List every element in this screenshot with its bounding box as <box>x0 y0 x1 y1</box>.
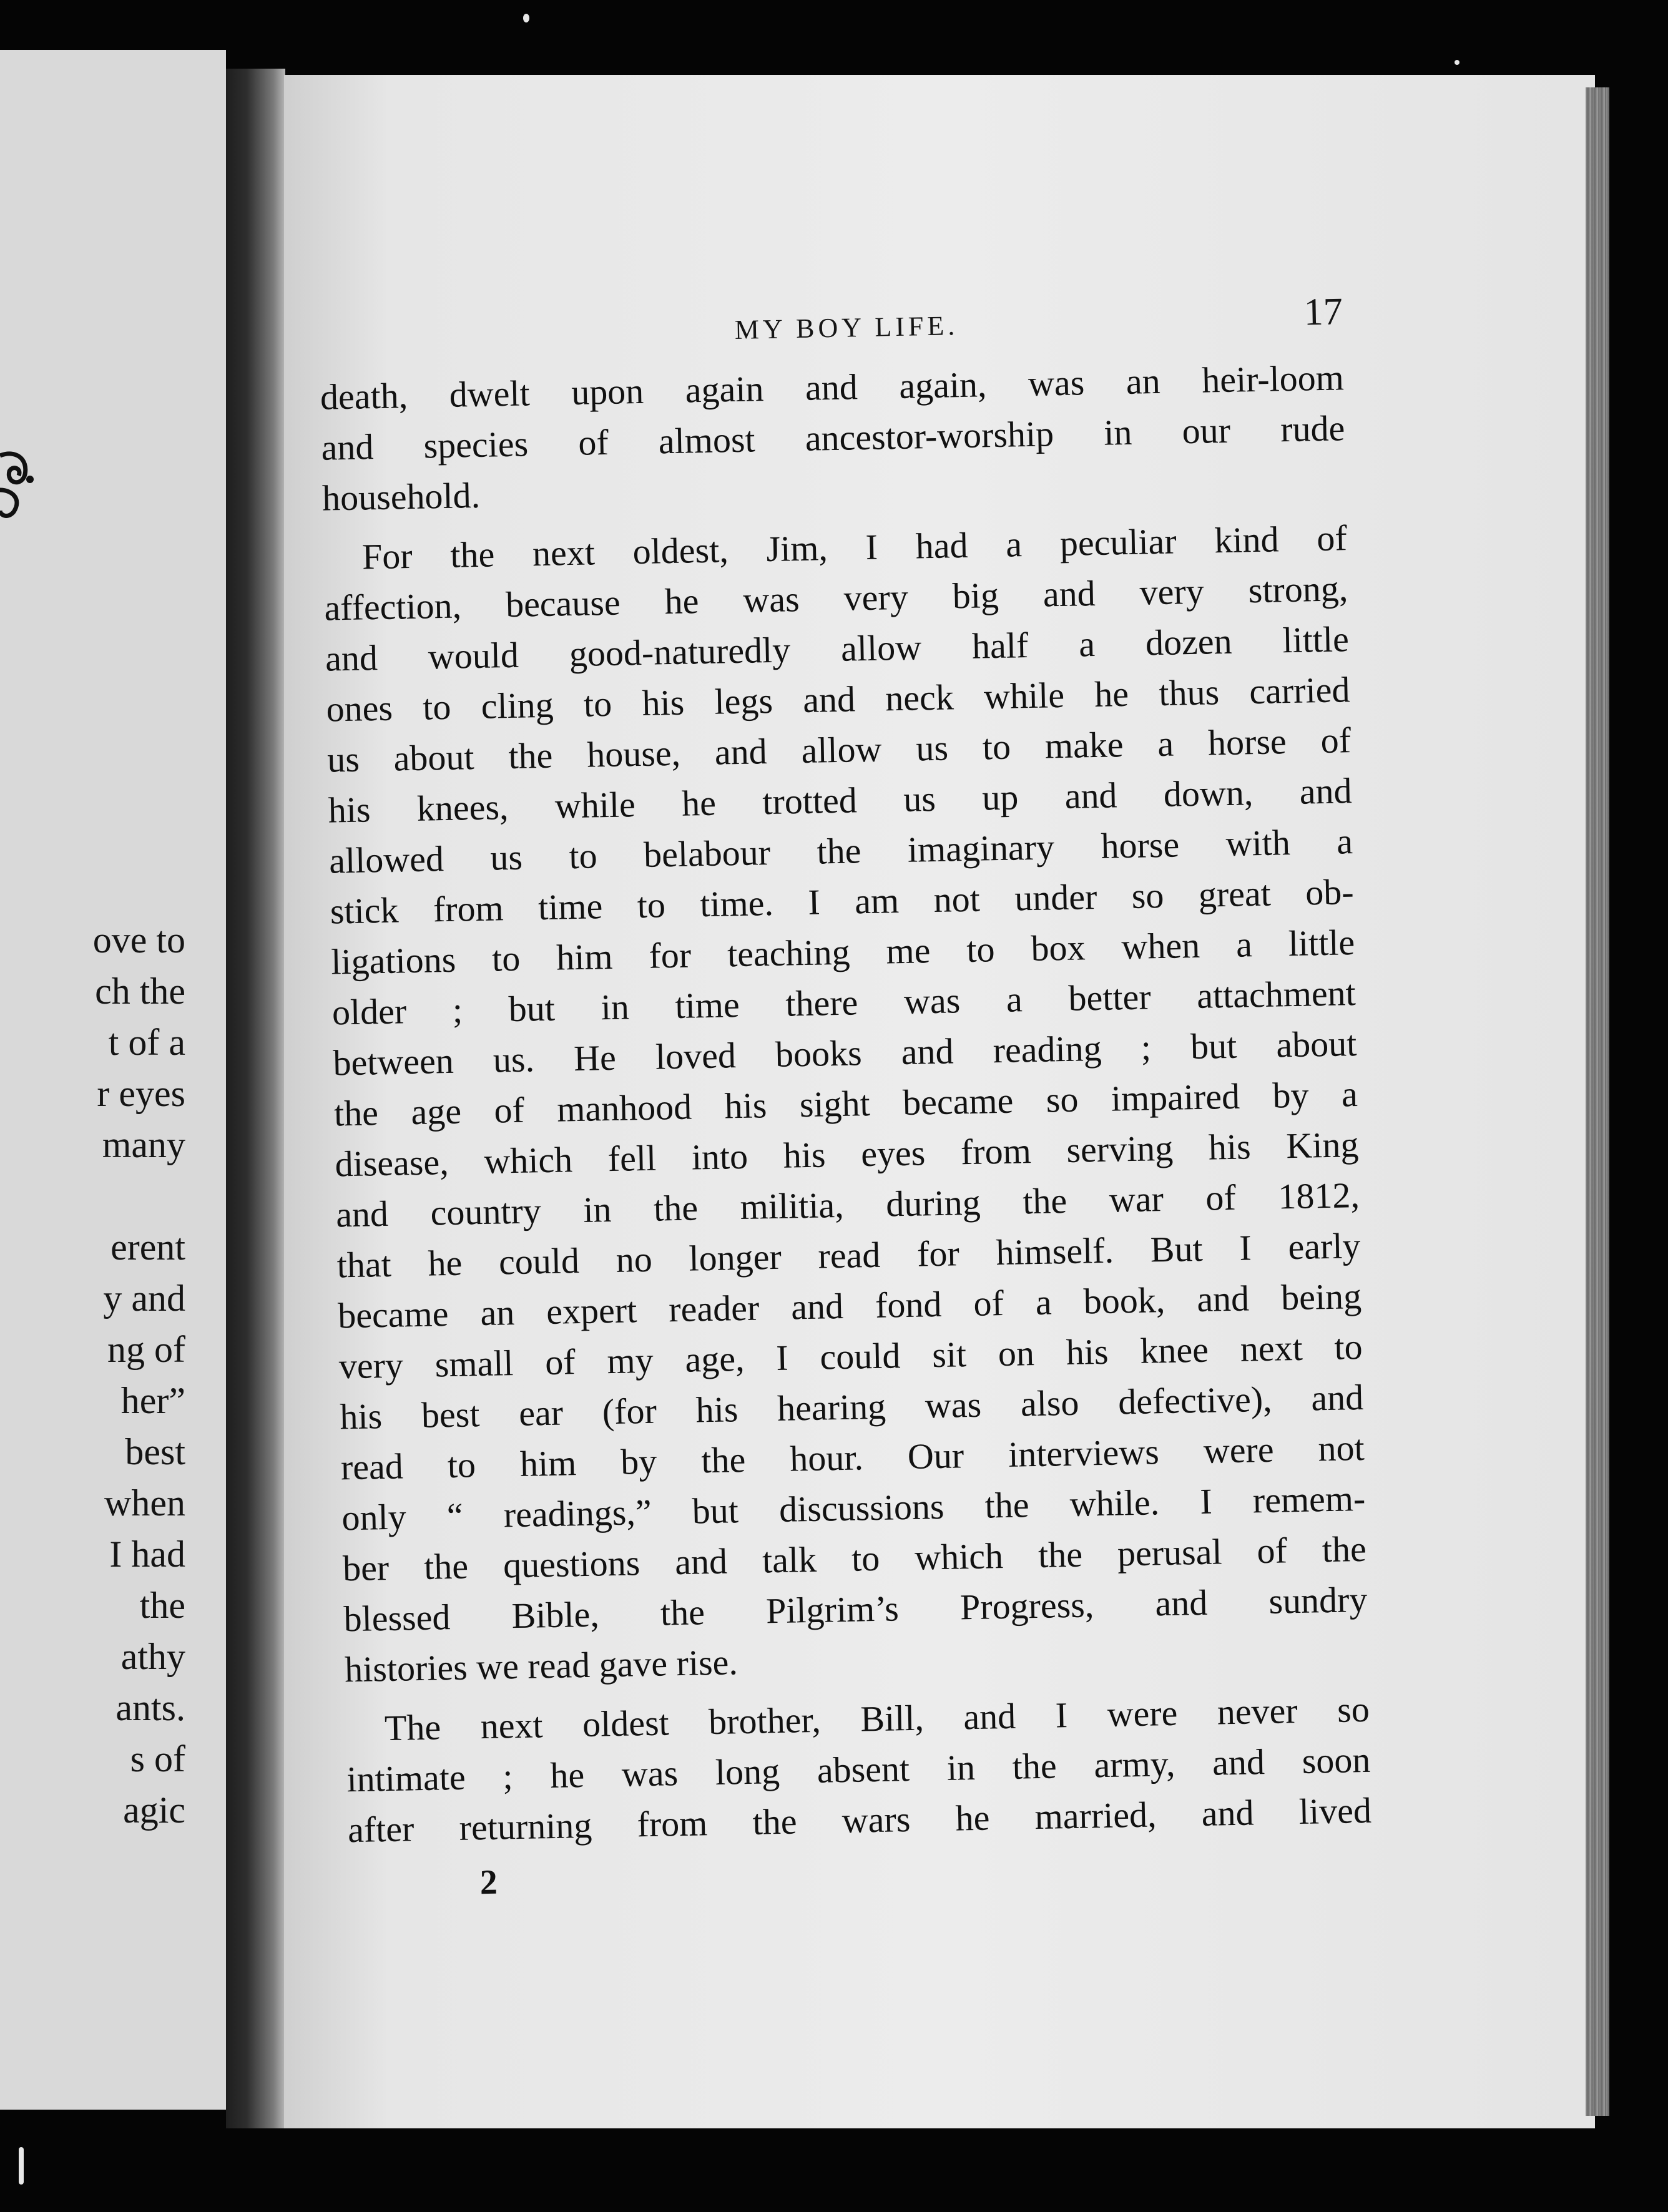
running-title: MY BOY LIFE. <box>734 310 959 345</box>
text-line: his best ear (for his hearing was also defective), and <box>339 1376 1364 1437</box>
scan-speck <box>1455 60 1460 65</box>
text-line: household. <box>321 474 481 519</box>
text-line: intimate ; he was long absent in the army, and soon <box>346 1739 1371 1800</box>
left-page-line: athy <box>120 1636 185 1677</box>
text-line: and would good-naturedly allow half a dozen little <box>325 619 1350 679</box>
text-line: between us. He loved books and reading ; but about <box>332 1023 1357 1084</box>
scan-speck <box>19 2147 24 2185</box>
signature-mark: 2 <box>479 1862 498 1902</box>
text-line: only “ readings,” but discussions the while. I remem- <box>341 1477 1366 1539</box>
left-page-line: ng of <box>107 1329 185 1370</box>
text-line: For the next oldest, Jim, I had a peculiar kind of <box>361 517 1348 577</box>
page-edge <box>1586 87 1609 2116</box>
text-line: histories we read gave rise. <box>344 1642 738 1690</box>
text-line: after returning from the wars he married, and lived <box>347 1789 1372 1851</box>
text-line: allowed us to belabour the imaginary horse with a <box>328 821 1353 881</box>
text-line: very small of my age, I could sit on his knee next to <box>338 1326 1363 1387</box>
text-line: the age of manhood his sight became so impaired by a <box>333 1074 1358 1134</box>
text-line: ligations to him for teaching me to box when a little <box>330 922 1355 982</box>
left-page-line: ove to <box>92 919 185 961</box>
left-page-line: her” <box>120 1380 185 1421</box>
body-text <box>320 352 1371 1855</box>
left-page-line: s of <box>130 1738 185 1779</box>
left-page-line: when <box>104 1482 185 1524</box>
text-line: that he could no longer read for himself. But I early <box>336 1225 1361 1286</box>
text-line: death, dwelt upon again and again, was an heir-loom <box>320 357 1345 418</box>
left-page-line: many <box>102 1124 185 1165</box>
text-line: ones to cling to his legs and neck while he thus carried <box>326 669 1350 730</box>
text-line: us about the house, and allow us to make a horse of <box>326 720 1352 780</box>
text-line: and country in the militia, during the war of 1812, <box>335 1174 1360 1235</box>
fleuron-icon <box>0 431 37 524</box>
page-number: 17 <box>1303 290 1343 334</box>
left-page <box>0 50 226 2110</box>
text-line: older ; but in time there was a better attachment <box>331 972 1356 1033</box>
text-line: blessed Bible, the Pilgrim’s Progress, and sundry <box>343 1578 1368 1640</box>
left-page-line: t of a <box>108 1022 185 1063</box>
left-page-line: y and <box>103 1278 185 1319</box>
left-page-line: r eyes <box>97 1073 185 1114</box>
text-line: ber the questions and talk to which the perusal of the <box>342 1528 1367 1589</box>
left-page-line: I had <box>109 1534 185 1575</box>
left-page-line: erent <box>110 1226 185 1268</box>
text-line: The next oldest brother, Bill, and I were never so <box>384 1688 1370 1749</box>
left-page-text <box>0 914 185 1836</box>
text-line: read to him by the hour. Our interviews were not <box>340 1427 1365 1488</box>
text-line: stick from time to time. I am not under so great ob- <box>330 871 1355 932</box>
page-text-block <box>318 283 1373 1905</box>
scan-speck <box>523 14 529 22</box>
text-line: became an expert reader and fond of a book, and being <box>337 1275 1362 1336</box>
left-page-line: ch the <box>95 971 185 1012</box>
text-line: affection, because he was very big and very strong, <box>323 568 1348 629</box>
left-page-line <box>0 1170 185 1221</box>
text-line: his knees, while he trotted us up and down, and <box>328 770 1353 831</box>
left-page-line: best <box>125 1431 185 1472</box>
left-page-line: the <box>139 1585 185 1626</box>
left-page-line: agic <box>123 1789 185 1831</box>
text-line: disease, which fell into his eyes from serving his King <box>335 1124 1359 1185</box>
book-gutter <box>226 69 285 2128</box>
text-line: and species of almost ancestor-worship in our rude <box>320 408 1345 468</box>
left-page-line: ants. <box>115 1687 185 1728</box>
